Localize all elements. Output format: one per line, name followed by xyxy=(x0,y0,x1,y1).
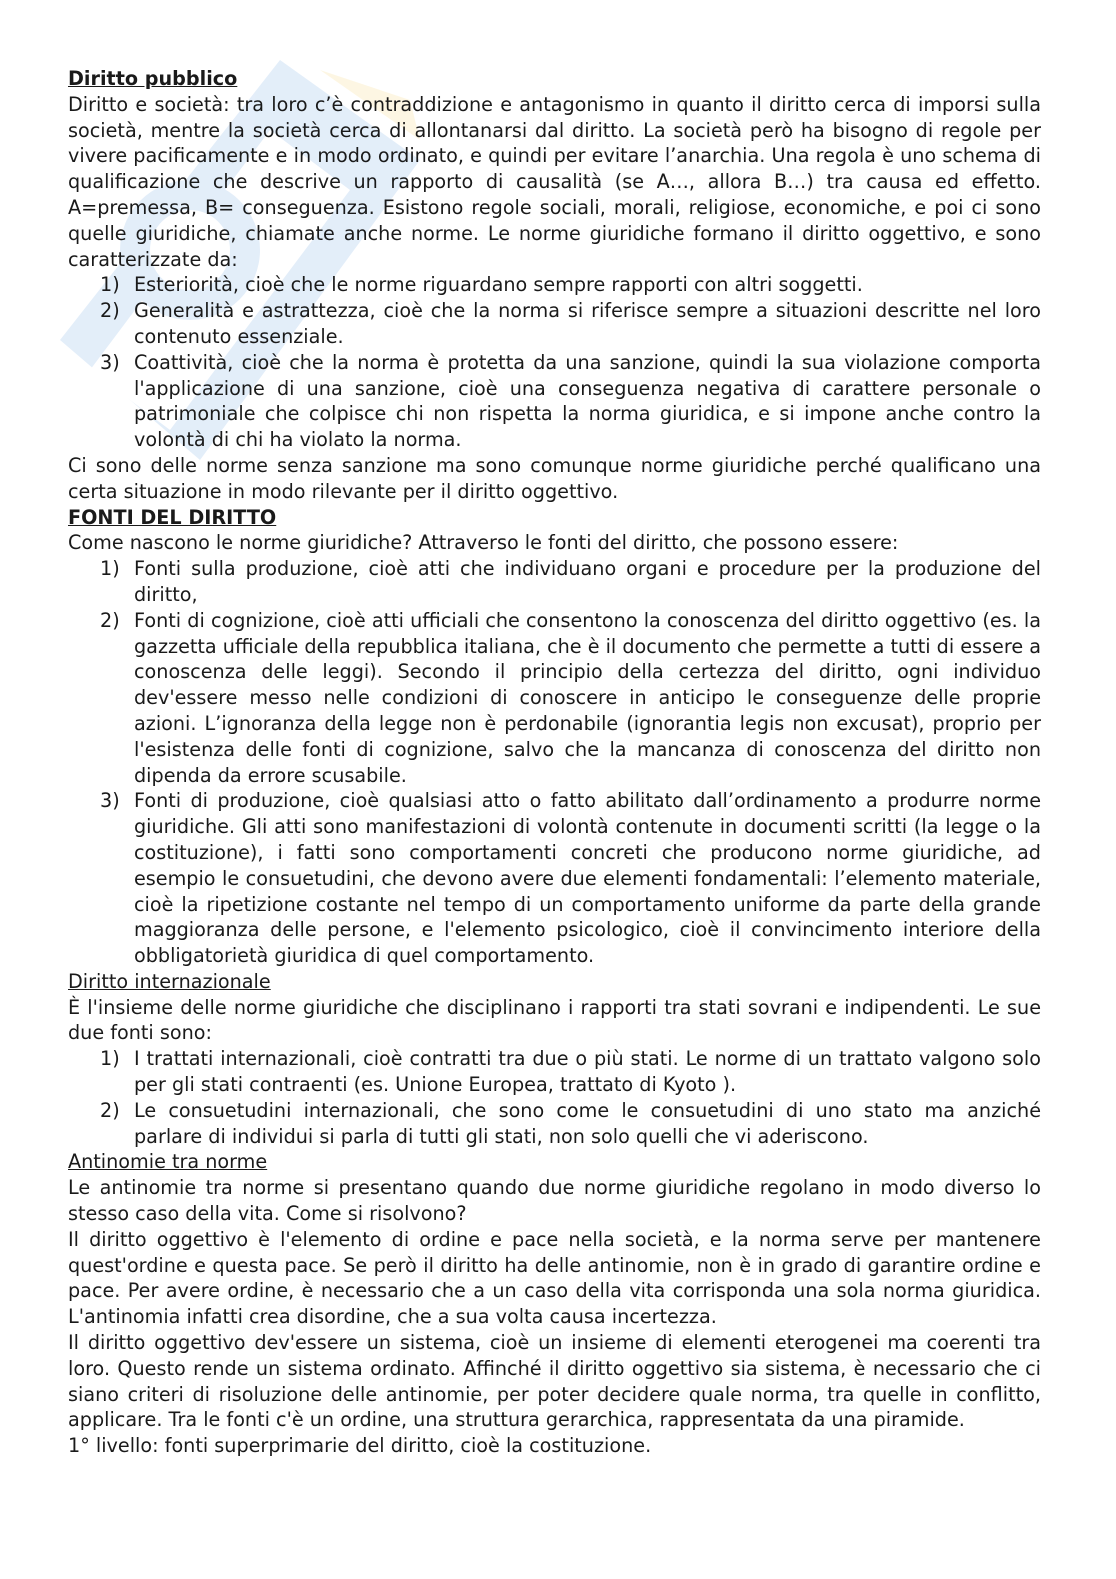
list-number: 1) xyxy=(100,557,120,581)
fonti-heading: FONTI DEL DIRITTO xyxy=(68,505,277,529)
no-sanction-paragraph: Ci sono delle norme senza sanzione ma sono comunque norme giuridiche perché qualificano una certa situazione in modo rilevante per il diritto oggettivo. xyxy=(68,453,1041,503)
document-page xyxy=(68,66,1041,1459)
internazionale-heading: Diritto internazionale xyxy=(68,969,271,993)
internazionale-intro: È l'insieme delle norme giuridiche che disciplinano i rapporti tra stati sovrani e indipendenti. Le sue due fonti sono: xyxy=(68,995,1041,1045)
list-text: Fonti di produzione, cioè qualsiasi atto o fatto abilitato dall’ordinamento a produrre norme giuridiche. Gli atti sono manifestazioni di volontà contenute in documenti scritti (la legge o la costituzione), i fatti sono comportamenti concreti che producono norme giuridiche, ad esempio le consuetudini, che devono avere due elementi fondamentali: l’elemento materiale, cioè la ripetizione costante nel tempo di un comportamento uniforme da parte della grande maggioranza delle persone, e l'elemento psicologico, cioè il convincimento interiore della obbligatorietà giuridica di quel comportamento. xyxy=(134,789,1041,968)
list-item xyxy=(68,608,1041,789)
list-item xyxy=(68,556,1041,608)
list-number: 2) xyxy=(100,1098,120,1122)
antinomie-heading: Antinomie tra norme xyxy=(68,1150,268,1174)
internazionale-list xyxy=(68,1046,1041,1149)
list-number: 1) xyxy=(100,1047,120,1071)
list-item xyxy=(68,272,1041,298)
intro-paragraph: Diritto e società: tra loro c’è contraddizione e antagonismo in quanto il diritto cerca di imporsi sulla società, mentre la società cerca di allontanarsi dal diritto. La società però ha bisogno di regole per vivere pacificamente e in modo ordinato, e quindi per evitare l’anarchia. Una regola è uno schema di qualificazione che descrive un rapporto di causalità (se A…, allora B…) tra causa ed effetto. A=premessa, B= conseguenza. Esistono regole sociali, morali, religiose, economiche, e poi ci sono quelle giuridiche, chiamate anche norme. Le norme giuridiche formano il diritto oggettivo, e sono caratterizzate da: xyxy=(68,92,1041,271)
list-number: 2) xyxy=(100,299,120,323)
antinomie-paragraph-4: 1° livello: fonti superprimarie del diritto, cioè la costituzione. xyxy=(68,1434,652,1458)
list-number: 3) xyxy=(100,789,120,813)
list-text: Fonti di cognizione, cioè atti ufficiali che consentono la conoscenza del diritto oggettivo (es. la gazzetta ufficiale della repubblica italiana, che è il documento che permette a tutti di essere a conoscenza delle leggi). Secondo il principio della certezza del diritto, ogni individuo dev'essere messo nelle condizioni di conoscere in anticipo le conseguenze delle proprie azioni. L’ignoranza della legge non è perdonabile (ignorantia legis non excusat), proprio per l'esistenza delle fonti di cognizione, salvo che la mancanza di conoscenza del diritto non dipenda da errore scusabile. xyxy=(134,608,1041,787)
fonti-intro: Come nascono le norme giuridiche? Attraverso le fonti del diritto, che possono essere: xyxy=(68,531,899,555)
list-text: Esteriorità, cioè che le norme riguardano sempre rapporti con altri soggetti. xyxy=(134,273,863,297)
list-item xyxy=(68,788,1041,969)
list-text: Fonti sulla produzione, cioè atti che individuano organi e procedure per la produzione del diritto, xyxy=(134,557,1041,606)
document-title: Diritto pubblico xyxy=(68,67,238,90)
list-item xyxy=(68,298,1041,350)
list-number: 1) xyxy=(100,273,120,297)
list-item xyxy=(68,1098,1041,1150)
list-text: Generalità e astrattezza, cioè che la norma si riferisce sempre a situazioni descritte nel loro contenuto essenziale. xyxy=(134,299,1041,348)
list-text: Le consuetudini internazionali, che sono come le consuetudini di uno stato ma anziché parlare di individui si parla di tutti gli stati, non solo quelli che vi aderiscono. xyxy=(134,1098,1041,1148)
fonti-list xyxy=(68,556,1041,969)
list-number: 2) xyxy=(100,608,120,632)
list-item xyxy=(68,350,1041,453)
list-text: I trattati internazionali, cioè contratti tra due o più stati. Le norme di un trattato valgono solo per gli stati contraenti (es. Unione Europea, trattato di Kyoto ). xyxy=(134,1047,1041,1097)
antinomie-paragraph-1: Le antinomie tra norme si presentano quando due norme giuridiche regolano in modo diverso lo stesso caso della vita. Come si risolvono? xyxy=(68,1176,1041,1226)
list-number: 3) xyxy=(100,350,120,374)
antinomie-paragraph-2: Il diritto oggettivo è l'elemento di ordine e pace nella società, e la norma serve per mantenere quest'ordine e questa pace. Se però il diritto ha delle antinomie, non è in grado di garantire ordine e pace. Per avere ordine, è necessario che a un caso della vita corrisponda una sola norma giuridica. L'antinomia infatti crea disordine, che a sua volta causa incertezza. xyxy=(68,1227,1041,1329)
antinomie-paragraph-3: Il diritto oggettivo dev'essere un sistema, cioè un insieme di elementi eterogenei ma coerenti tra loro. Questo rende un sistema ordinato. Affinché il diritto oggettivo sia sistema, è necessario che ci siano criteri di risoluzione delle antinomie, per poter decidere quale norma, tra quelle in conflitto, applicare. Tra le fonti c'è un ordine, una struttura gerarchica, rappresentata da una piramide. xyxy=(68,1331,1041,1432)
list-text: Coattività, cioè che la norma è protetta da una sanzione, quindi la sua violazione comporta l'applicazione di una sanzione, cioè una conseguenza negativa di carattere personale o patrimoniale che colpisce chi non rispetta la norma giuridica, e si impone anche contro la volontà di chi ha violato la norma. xyxy=(134,350,1041,452)
characteristics-list xyxy=(68,272,1041,453)
list-item xyxy=(68,1046,1041,1098)
